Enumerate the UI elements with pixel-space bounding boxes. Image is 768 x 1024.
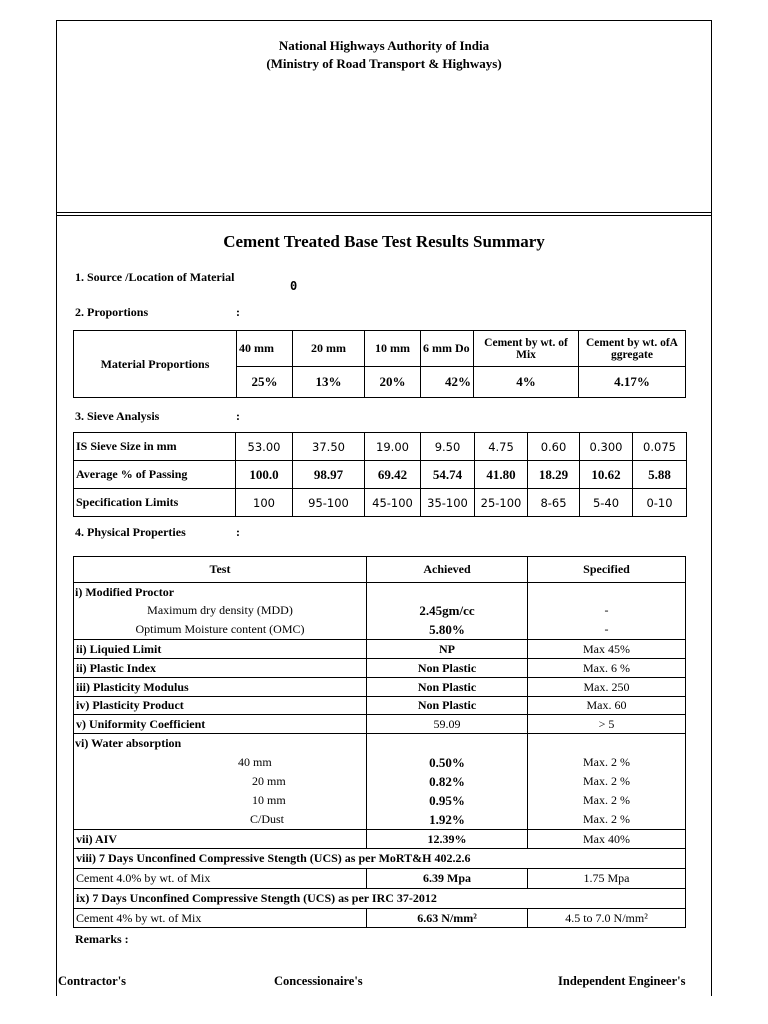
uniformity-achieved: 59.09: [367, 715, 528, 734]
modified-proctor-specified: [528, 583, 686, 640]
prop-header-cement-mix: Cement by wt. of Mix: [474, 331, 579, 367]
ucs2-label: Cement 4% by wt. of Mix: [74, 909, 367, 928]
col-header-achieved: Achieved: [367, 557, 528, 583]
proportions-table: [73, 330, 686, 398]
sieve-size-cell: 9.50: [421, 433, 475, 461]
modified-proctor-achieved: [367, 583, 528, 640]
plastic-index-achieved: Non Plastic: [367, 659, 528, 678]
mdd-specified: -: [604, 603, 609, 617]
wa-achieved: 0.95%: [429, 793, 465, 808]
sieve-size-cell: 0.075: [633, 433, 687, 461]
ucs1-label: Cement 4.0% by wt. of Mix: [74, 869, 367, 889]
wa-specified: Max. 2 %: [583, 755, 630, 769]
sieve-size-cell: 0.300: [580, 433, 633, 461]
sieve-size-cell: 37.50: [293, 433, 365, 461]
section-4-label: 4. Physical Properties: [75, 525, 186, 539]
prop-header-cement-agg: Cement by wt. ofA ggregate: [579, 331, 686, 367]
wa-label-40mm: 40 mm: [238, 755, 272, 769]
omc-specified: -: [604, 622, 609, 636]
signature-engineer: Independent Engineer's: [558, 974, 686, 988]
wa-label-10mm: 10 mm: [252, 793, 286, 807]
sieve-passing-cell: 10.62: [580, 461, 633, 489]
modified-proctor-label: i) Modified Proctor: [75, 585, 175, 599]
prop-header-40mm: 40 mm: [237, 331, 293, 367]
plasticity-product-specified: Max. 60: [528, 697, 686, 715]
ucs2-title: ix) 7 Days Unconfined Compressive Stength (UCS) as per IRC 37-2012: [74, 889, 686, 909]
aiv-achieved: 12.39%: [367, 830, 528, 849]
liquid-limit-achieved: NP: [367, 640, 528, 659]
sieve-passing-cell: 69.42: [365, 461, 421, 489]
omc-achieved: 5.80%: [429, 622, 465, 637]
sieve-size-cell: 19.00: [365, 433, 421, 461]
wa-achieved: 1.92%: [429, 812, 465, 827]
sieve-row-label: IS Sieve Size in mm: [74, 433, 236, 461]
prop-value-40mm: 25%: [237, 367, 293, 398]
plasticity-modulus-specified: Max. 250: [528, 678, 686, 697]
sieve-size-cell: 53.00: [236, 433, 293, 461]
ucs1-achieved: 6.39 Mpa: [367, 869, 528, 889]
wa-specified: Max. 2 %: [583, 774, 630, 788]
sieve-row-label: Average % of Passing: [74, 461, 236, 489]
proportions-row-label: Material Proportions: [74, 331, 237, 398]
prop-value-cement-agg: 4.17%: [579, 367, 686, 398]
signature-contractor: Contractor's: [58, 974, 127, 988]
prop-value-6mm: 42%: [421, 367, 474, 398]
plasticity-modulus-label: iii) Plasticity Modulus: [74, 678, 367, 697]
sieve-passing-cell: 41.80: [475, 461, 528, 489]
water-absorption-specified: [528, 734, 686, 830]
wa-achieved: 0.82%: [429, 774, 465, 789]
prop-header-20mm: 20 mm: [293, 331, 365, 367]
sieve-size-cell: 4.75: [475, 433, 528, 461]
prop-value-cement-mix: 4%: [474, 367, 579, 398]
uniformity-specified: > 5: [528, 715, 686, 734]
section-2-label: 2. Proportions: [75, 305, 149, 319]
wa-label-cdust: C/Dust: [250, 812, 285, 826]
plastic-index-label: ii) Plastic Index: [74, 659, 367, 678]
sieve-spec-cell: 45-100: [365, 489, 421, 517]
remarks-label: Remarks :: [75, 932, 129, 946]
sieve-spec-cell: 25-100: [475, 489, 528, 517]
sieve-passing-cell: 5.88: [633, 461, 687, 489]
prop-value-20mm: 13%: [293, 367, 365, 398]
water-absorption-label: vi) Water absorption: [75, 736, 182, 750]
sieve-spec-cell: 8-65: [528, 489, 580, 517]
liquid-limit-specified: Max 45%: [528, 640, 686, 659]
header-line-2: (Ministry of Road Transport & Highways): [266, 56, 502, 71]
sieve-spec-cell: 35-100: [421, 489, 475, 517]
sieve-spec-cell: 0-10: [633, 489, 687, 517]
wa-specified: Max. 2 %: [583, 812, 630, 826]
signature-concessionaire: Concessionaire's: [274, 974, 363, 988]
section-1-label: 1. Source /Location of Material: [75, 270, 235, 284]
wa-label-20mm: 20 mm: [252, 774, 286, 788]
sieve-table: [73, 432, 687, 517]
section-2-colon: :: [236, 305, 240, 319]
wa-achieved: 0.50%: [429, 755, 465, 770]
sieve-spec-cell: 100: [236, 489, 293, 517]
ucs1-specified: 1.75 Mpa: [528, 869, 686, 889]
col-header-specified: Specified: [528, 557, 686, 583]
plasticity-product-label: iv) Plasticity Product: [74, 697, 367, 715]
modified-proctor-cell: [74, 583, 367, 640]
liquid-limit-label: ii) Liquied Limit: [74, 640, 367, 659]
mdd-achieved: 2.45gm/cc: [419, 603, 475, 618]
ucs1-title: viii) 7 Days Unconfined Compressive Stength (UCS) as per MoRT&H 402.2.6: [74, 849, 686, 869]
section-3-label: 3. Sieve Analysis: [75, 409, 160, 423]
plastic-index-specified: Max. 6 %: [528, 659, 686, 678]
plasticity-modulus-achieved: Non Plastic: [367, 678, 528, 697]
omc-label: Optimum Moisture content (OMC): [135, 622, 305, 636]
aiv-specified: Max 40%: [528, 830, 686, 849]
mdd-label: Maximum dry density (MDD): [147, 603, 293, 617]
sieve-spec-cell: 95-100: [293, 489, 365, 517]
physical-properties-table: [73, 556, 686, 928]
sieve-passing-cell: 98.97: [293, 461, 365, 489]
aiv-label: vii) AIV: [74, 830, 367, 849]
sieve-passing-cell: 18.29: [528, 461, 580, 489]
page-title: Cement Treated Base Test Results Summary: [223, 232, 545, 251]
sieve-passing-cell: 54.74: [421, 461, 475, 489]
plasticity-product-achieved: Non Plastic: [367, 697, 528, 715]
sieve-row-label: Specification Limits: [74, 489, 236, 517]
section-1-value: 0: [290, 279, 298, 293]
ucs2-achieved: 6.63 N/mm²: [367, 909, 528, 928]
header-divider: [56, 212, 712, 213]
sieve-size-cell: 0.60: [528, 433, 580, 461]
prop-value-10mm: 20%: [365, 367, 421, 398]
sieve-spec-cell: 5-40: [580, 489, 633, 517]
header-line-1: National Highways Authority of India: [278, 38, 490, 53]
sieve-passing-cell: 100.0: [236, 461, 293, 489]
water-absorption-cell: [74, 734, 367, 830]
ucs2-specified: 4.5 to 7.0 N/mm²: [528, 909, 686, 928]
uniformity-label: v) Uniformity Coefficient: [74, 715, 367, 734]
prop-header-6mm: 6 mm Do: [421, 331, 474, 367]
section-3-colon: :: [236, 409, 240, 423]
wa-specified: Max. 2 %: [583, 793, 630, 807]
water-absorption-achieved: [367, 734, 528, 830]
prop-header-10mm: 10 mm: [365, 331, 421, 367]
col-header-test: Test: [74, 557, 367, 583]
section-4-colon: :: [236, 525, 240, 539]
